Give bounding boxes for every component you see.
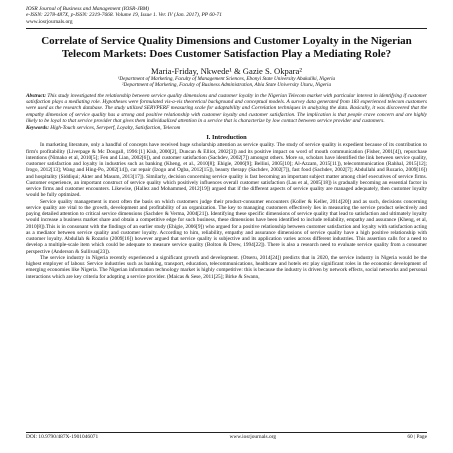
journal-name: IOSR Journal of Business and Management (IOSR-JBM) [26,6,150,12]
abstract-text: This study investigated the relationship between service quality dimensions and customer loyalty in the Nigerian Telecom market with particular interest in identifying if customer satisfaction plays a mediating role. Hypotheses were formulated vis-a-vis theoretical background and conceptual models. A survey data generated from 183 experienced telecom customers were used as the research database. The study utilized SERVPERF measuring scale for adaptability and Correlation techniques in analyzing the data. Basically, it was discovered that the empathy dimension of service quality has a strong and positive relationship with customer loyalty and customer satisfaction. The implication is that people crave concern and are highly likely to be loyal to that service provider that gives them individualized attention in a service that is characterize by low contact between service provider and customers. [26,92,427,124]
paper-authors: Maria-Friday, Nkwede¹ & Gazie S. Okpara² [151,66,302,77]
paragraph: In marketing literature, only a handful of concepts have received huge scholarship attention as service quality. The study of service quality is expedient because of its contribution to firm's profitability (Liverpage & Mc Dougall, 1996:[1] Kish, 2000[2], Duncan & Elliot, 2002[3]) and its positive impact on word of mouth communication (Fisher, 2001[4]), repurchase intentions (Nimako et al, 2010[5]; Fen and Lian, 2002[6]), and customer satisfaction (Sachdev, 2002[7]) amongst others. More so, scholars have identified the link between service quality, customer satisfaction and loyalty in industries such as banking (Kheng, et al., 2010[8]; Ehigie, 2006[9]; Bellini, 2005[10]; Al-Azzam, 2015[11]), telecommunication (Rahhal, 2015[12]; Irogo, 2012[13]; Wang and Hing-Po, 2002[14]), car repair (Izogo and Ogba, 2012[15]), beauty therapy (Sachdev, 2002[7]), fast food (Sachdev, 2002[7]; Abdullahi and Rozario, 2009[16]) and hospitality (Siddiqui; Akter and Masum, 2013[17]). Similarly, decision concerning service quality is fast becoming an important subject matter among chief executives of service firms. Customer experience, an important construct of service quality which positively influences overall customer satisfaction (Lau et al, 2005[18]) is gradually becoming an essential factor in service firms and customer encounters. Likewise, (Hallez and Mohammed, 2012[19]) argued that if the different aspects of service quality are managed adequately, then customer loyalty would be fully optimized. [26,142,427,199]
abstract [26,93,427,124]
doi: DOI: 10.9790/487X-1901046071 [26,434,99,440]
paper-title: Correlate of Service Quality Dimensions and Customer Loyalty in the Nigerian Telecom Markets: Does Customer Satisfaction Play a Mediating Role? [41,35,412,60]
issn-line: e-ISSN: 2278-487X, p-ISSN: 2319-7668. Volume 19, Issue 1. Ver. IV (Jan. 2017), PP 60-71 [26,12,222,19]
affiliation-1: ¹Department of Marketing, Faculty of Management Sciences, Ebonyi State University Abakaliki, Nigeria [117,76,336,83]
page-number: 60 | Page [407,434,427,440]
journal-website[interactable]: www.iosrjournals.org [26,18,73,25]
affiliation-2: ²Department of Marketing, Faculty of Business Administration, Abia State University Uturu, Nigeria [121,82,332,89]
header-divider [26,28,427,29]
paragraph: Service quality management is most often the basis on which customers judge their product-consumer encounters (Koller & Keller, 2014[20]) and as such, decisions concerning service quality are vital to the growth, development and profitability of an organization. The key to managing customers effectively lies in measuring the service product selectively and paying detailed attention to critical service dimensions (Sachdev & Verma, 2004[21]). Identifying these specific dimensions of service quality that lead to satisfaction and ultimately loyalty would increase a business market share and obtain a competitive edge for such business, these dimensions have been identified to include reliability, empathy and assurance (Kheng, et al, 2010[8]).This is in consonant with the findings of an earlier study (Ehigie, 2006[9]) who argued for a positive relationship between customer satisfaction and loyalty with satisfaction acting as a mediator between service quality and customer loyalty. According to him, reliability, empathy and assurance dimensions of service quality have a high positive relationship with customer loyalty. Abdullah & Rozario (2009[16]) however argued that service quality is subjective and its application varies across different industries. This assertion calls for a need to develop a multiple-scale item which could be adequate to measure service quality (Bolton & Drew, 1994[22]). There is also a research need to evaluate service quality from a consumer perspective (Anderson & Sullivan[23]). [26,198,427,255]
abstract-label: Abstract: [26,92,47,99]
section-heading: I. Introduction [206,134,247,142]
page-footer [26,434,427,441]
paragraph: The service industry in Nigeria recently experienced a significant growth and development. (Otseru, 2014[24]) predicts that in 2020, the service industry in Nigeria would be the highest employer of labour. Service industries such as banking, transport, education, telecommunications, healthcare and hotels etc play significant roles in the economic development of emerging economies like Nigeria. The Nigerian information technology market is highly competitive: this is because the industry is driven by network effects, social networks and personal interactions which are key criteria for adopting a service provider. (Maicas & Sese, 2011[25]; Birke & Swann, [26,254,427,280]
keywords [26,125,427,131]
footer-website[interactable]: www.iosrjournals.org [229,434,277,440]
body-text [26,142,427,280]
footer-divider [26,432,427,433]
journal-header [26,6,427,25]
keywords-label: Keywords: [26,125,49,132]
keywords-text: High-Touch services, Servperf, Loyalty, Satisfaction, Telecom [50,125,181,132]
